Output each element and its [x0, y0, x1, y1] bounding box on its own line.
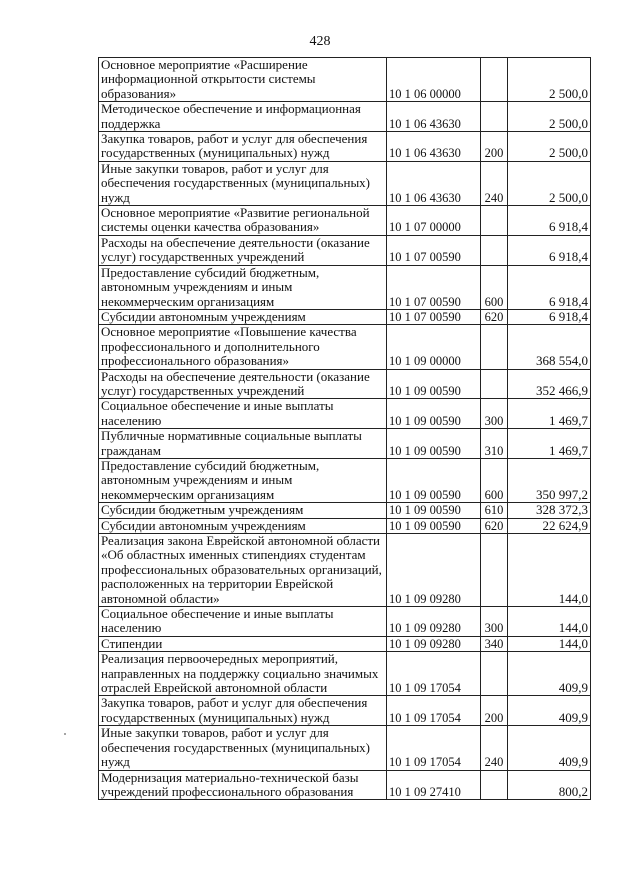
row-code: 10 1 06 43630	[387, 161, 481, 205]
row-expense-type	[481, 235, 508, 265]
row-code: 10 1 06 43630	[387, 102, 481, 132]
row-expense-type: 600	[481, 265, 508, 309]
row-code: 10 1 09 00590	[387, 503, 481, 518]
row-sum: 1 469,7	[508, 429, 591, 459]
row-code: 10 1 07 00590	[387, 235, 481, 265]
row-code: 10 1 09 09280	[387, 607, 481, 637]
table-row	[99, 235, 591, 265]
row-expense-type: 200	[481, 132, 508, 162]
table-row	[99, 534, 591, 607]
row-sum: 6 918,4	[508, 235, 591, 265]
table-row	[99, 518, 591, 533]
row-expense-type	[481, 770, 508, 800]
table-row	[99, 770, 591, 800]
row-code: 10 1 09 00590	[387, 518, 481, 533]
row-expense-type: 240	[481, 161, 508, 205]
row-sum: 2 500,0	[508, 102, 591, 132]
table-row	[99, 325, 591, 369]
row-expense-type: 310	[481, 429, 508, 459]
table-row	[99, 399, 591, 429]
row-name: Основное мероприятие «Повышение качества профессионального и дополнительного профессионального образования»	[99, 325, 387, 369]
row-sum: 6 918,4	[508, 309, 591, 324]
row-name: Субсидии автономным учреждениям	[99, 518, 387, 533]
table-row	[99, 161, 591, 205]
table-row	[99, 369, 591, 399]
row-code: 10 1 09 09280	[387, 636, 481, 651]
row-sum: 368 554,0	[508, 325, 591, 369]
row-expense-type: 240	[481, 726, 508, 770]
row-name: Публичные нормативные социальные выплаты гражданам	[99, 429, 387, 459]
row-name: Закупка товаров, работ и услуг для обеспечения государственных (муниципальных) нужд	[99, 696, 387, 726]
row-sum: 2 500,0	[508, 132, 591, 162]
row-expense-type: 340	[481, 636, 508, 651]
row-expense-type: 610	[481, 503, 508, 518]
row-sum: 350 997,2	[508, 458, 591, 502]
row-name: Модернизация материально-технической базы учреждений профессионального образования	[99, 770, 387, 800]
row-sum: 144,0	[508, 534, 591, 607]
row-sum: 2 500,0	[508, 58, 591, 102]
table-row	[99, 696, 591, 726]
row-name: Реализация первоочередных мероприятий, направленных на поддержку социально значимых отраслей Еврейской автономной области	[99, 652, 387, 696]
table-row	[99, 309, 591, 324]
row-name: Основное мероприятие «Развитие региональной системы оценки качества образования»	[99, 206, 387, 236]
row-expense-type: 600	[481, 458, 508, 502]
row-name: Иные закупки товаров, работ и услуг для обеспечения государственных (муниципальных) нужд	[99, 161, 387, 205]
row-expense-type	[481, 652, 508, 696]
row-sum: 409,9	[508, 652, 591, 696]
row-sum: 1 469,7	[508, 399, 591, 429]
table-row	[99, 429, 591, 459]
row-name: Социальное обеспечение и иные выплаты населению	[99, 399, 387, 429]
table-row	[99, 132, 591, 162]
row-sum: 409,9	[508, 726, 591, 770]
row-name: Реализация закона Еврейской автономной области «Об областных именных стипендиях студентам профессиональных образовательных организаций, расположенных на территории Еврейской автономной области»	[99, 534, 387, 607]
row-sum: 800,2	[508, 770, 591, 800]
row-sum: 6 918,4	[508, 206, 591, 236]
row-name: Субсидии бюджетным учреждениям	[99, 503, 387, 518]
row-code: 10 1 09 00590	[387, 429, 481, 459]
row-name: Социальное обеспечение и иные выплаты населению	[99, 607, 387, 637]
row-code: 10 1 09 17054	[387, 652, 481, 696]
row-name: Закупка товаров, работ и услуг для обеспечения государственных (муниципальных) нужд	[99, 132, 387, 162]
row-expense-type	[481, 102, 508, 132]
row-sum: 6 918,4	[508, 265, 591, 309]
row-name: Расходы на обеспечение деятельности (оказание услуг) государственных учреждений	[99, 369, 387, 399]
table-row	[99, 102, 591, 132]
row-code: 10 1 09 17054	[387, 726, 481, 770]
row-name: Основное мероприятие «Расширение информационной открытости системы образования»	[99, 58, 387, 102]
row-expense-type: 300	[481, 607, 508, 637]
row-name: Методическое обеспечение и информационная поддержка	[99, 102, 387, 132]
row-expense-type: 620	[481, 309, 508, 324]
row-expense-type	[481, 369, 508, 399]
table-row	[99, 206, 591, 236]
row-code: 10 1 09 00000	[387, 325, 481, 369]
row-code: 10 1 06 43630	[387, 132, 481, 162]
row-name: Предоставление субсидий бюджетным, автономным учреждениям и иным некоммерческим организациям	[99, 265, 387, 309]
budget-table	[98, 57, 591, 800]
row-code: 10 1 07 00590	[387, 309, 481, 324]
table-row	[99, 458, 591, 502]
row-code: 10 1 09 27410	[387, 770, 481, 800]
table-row	[99, 265, 591, 309]
table-row	[99, 503, 591, 518]
row-expense-type: 620	[481, 518, 508, 533]
row-code: 10 1 09 00590	[387, 399, 481, 429]
table-row	[99, 607, 591, 637]
row-sum: 409,9	[508, 696, 591, 726]
row-name: Предоставление субсидий бюджетным, автономным учреждениям и иным некоммерческим организациям	[99, 458, 387, 502]
table-row	[99, 58, 591, 102]
table-row	[99, 636, 591, 651]
page-number: 428	[309, 34, 331, 49]
row-name: Иные закупки товаров, работ и услуг для обеспечения государственных (муниципальных) нужд	[99, 726, 387, 770]
row-code: 10 1 09 09280	[387, 534, 481, 607]
row-sum: 352 466,9	[508, 369, 591, 399]
row-name: Субсидии автономным учреждениям	[99, 309, 387, 324]
row-code: 10 1 09 00590	[387, 369, 481, 399]
table-row	[99, 652, 591, 696]
table-row	[99, 726, 591, 770]
row-code: 10 1 07 00000	[387, 206, 481, 236]
budget-table-body	[99, 58, 591, 800]
row-sum: 328 372,3	[508, 503, 591, 518]
row-sum: 2 500,0	[508, 161, 591, 205]
row-expense-type: 300	[481, 399, 508, 429]
row-expense-type: 200	[481, 696, 508, 726]
row-name: Расходы на обеспечение деятельности (оказание услуг) государственных учреждений	[99, 235, 387, 265]
row-expense-type	[481, 58, 508, 102]
row-sum: 22 624,9	[508, 518, 591, 533]
row-code: 10 1 09 17054	[387, 696, 481, 726]
row-code: 10 1 09 00590	[387, 458, 481, 502]
row-sum: 144,0	[508, 607, 591, 637]
row-code: 10 1 06 00000	[387, 58, 481, 102]
row-code: 10 1 07 00590	[387, 265, 481, 309]
row-expense-type	[481, 325, 508, 369]
row-expense-type	[481, 534, 508, 607]
row-sum: 144,0	[508, 636, 591, 651]
scan-speck	[64, 733, 66, 735]
row-name: Стипендии	[99, 636, 387, 651]
row-expense-type	[481, 206, 508, 236]
